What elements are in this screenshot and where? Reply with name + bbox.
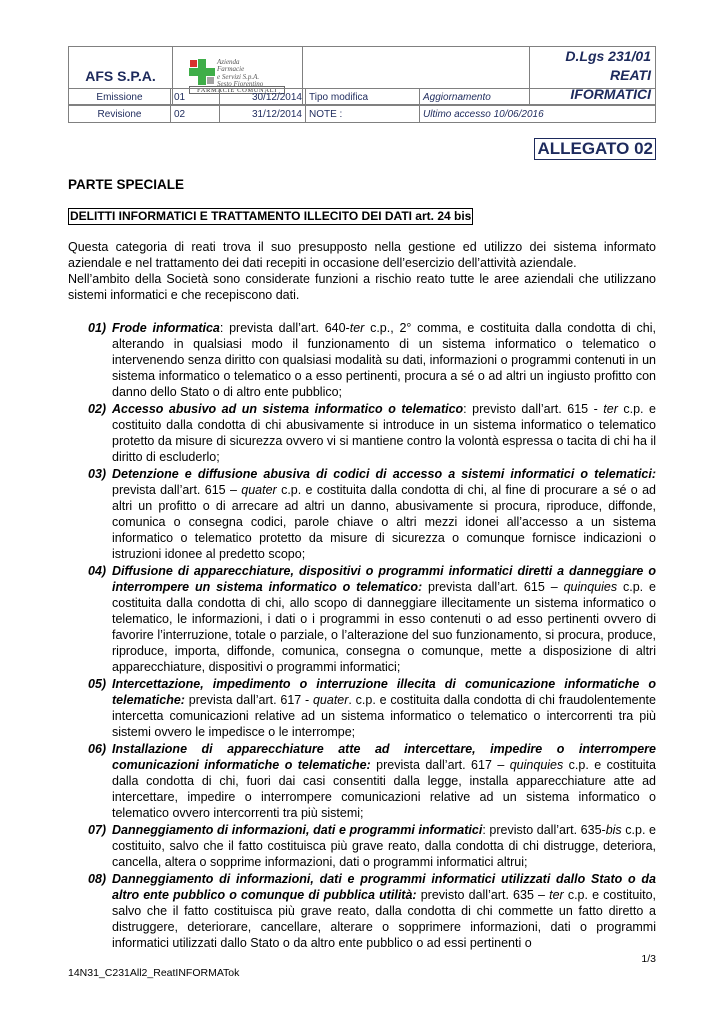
table-row: Revisione 02 31/12/2014 NOTE : Ultimo accesso 10/06/2016	[69, 106, 656, 123]
item-number: 04)	[88, 564, 107, 578]
item-text: prevista dall’art. 615 –	[112, 483, 242, 497]
item-label: Intercettazione, impedimento o interruzione illecita di comunicazione informatiche o telematiche:	[112, 677, 656, 707]
logo-band: FARMACIE COMUNALI	[189, 86, 285, 94]
intro-paragraph: Nell’ambito della Società sono considerate funzioni a rischio reato tutte le aree aziendali che utilizzano sistemi informatici e che recepiscono dati.	[68, 272, 656, 302]
title-line-2: REATI IFORMATICI	[570, 67, 651, 102]
list-item	[88, 822, 657, 870]
table-row: Emissione 01 30/12/2014 Tipo modifica Aggiornamento	[69, 89, 656, 106]
item-label: Frode informatica	[112, 321, 220, 335]
item-text-italic: quinquies	[563, 580, 618, 594]
item-text: prevista dall’art. 615 –	[422, 580, 564, 594]
item-text: prevista dall’art. 617 –	[370, 758, 510, 772]
item-text: c.p. e costituita dalla condotta di chi, allo scopo di danneggiare illecitamente un sistema informatico o telematico, le informazioni, i dati o i programmi in esso contenuti o ad esso pertinenti ovvero di favorire l’interruzione, totale o parziale, o l’alterazione del suo funzionamento, si procura, produce, riproduce, importa, diffonde, comunica, consegna o comunque, mette a disposizione di altri apparecchiature, dispositivi o programmi informatici;	[112, 580, 656, 674]
list-item	[88, 741, 656, 821]
section-title: PARTE SPECIALE	[68, 177, 185, 192]
item-number: 01)	[88, 321, 107, 335]
item-text: c.p. e costituito, salvo che il fatto costituisca più grave reato, dalla condotta di chi distrugge, deteriora, cancella, altera o sopprime informazioni, dati o programmi informatici altrui;	[112, 823, 657, 869]
item-label: Danneggiamento di informazioni, dati e programmi informatici utilizzati dallo Stato o da altro ente pubblico o comunque di pubblica utilità:	[112, 872, 656, 902]
title-line-1: D.Lgs 231/01	[565, 48, 651, 64]
revision-table	[68, 88, 656, 123]
item-text-italic: ter	[603, 402, 618, 416]
item-label: Installazione di apparecchiature atte ad intercettare, impedire o interrompere comunicazioni informatiche o telematiche:	[112, 742, 656, 772]
item-text: : previsto dall’art. 635-	[482, 823, 606, 837]
item-text-italic: quater	[241, 483, 277, 497]
list-item	[88, 401, 656, 465]
item-text-italic: quinquies	[509, 758, 564, 772]
item-text: prevista dall’art. 617 -	[184, 693, 313, 707]
item-text-italic: bis	[605, 823, 622, 837]
list-item	[88, 676, 656, 740]
item-label: Detenzione e diffusione abusiva di codici di accesso a sistemi informatici o telematici:	[112, 467, 656, 481]
item-text: c.p. e costituita dalla condotta di chi, al fine di procurare a sé o ad altri un profitto o di arrecare ad altri un danno, abusivamente si procura, riproduce, diffonde, comunica o consegna codici, parole chiave o altri mezzi idonei all’accesso a un sistema informatico o telematico protetto da misure di sicurezza o comunque fornisce indicazioni o istruzioni idonee al predetto scopo;	[112, 483, 657, 561]
item-text: : previsto dall’art. 615 -	[463, 402, 604, 416]
page-number: 1/3	[641, 953, 656, 965]
offence-list	[88, 320, 657, 952]
list-item	[88, 871, 656, 951]
logo-name-text: Azienda Farmacie e Servizi S.p.A. Sesto Fiorentino	[217, 57, 264, 88]
item-label: Accesso abusivo ad un sistema informatico o telematico	[112, 402, 464, 416]
item-text: . c.p. e costituita dalla condotta di chi fraudolentemente intercetta comunicazioni relative ad un sistema informatico o telematico o intercorrenti tra più sistemi ovvero le impedisce o le interrompe;	[112, 693, 656, 739]
list-item	[88, 320, 657, 400]
item-number: 06)	[88, 742, 107, 756]
item-text-italic: ter	[349, 321, 365, 335]
item-number: 05)	[88, 677, 107, 691]
item-text: : prevista dall’art. 640-	[219, 321, 350, 335]
item-label: Diffusione di apparecchiature, dispositivi o programmi informatici diretti a danneggiare o interrompere un sistema informatico o telematico:	[112, 564, 656, 594]
intro-text	[68, 239, 656, 303]
item-text-italic: ter	[549, 888, 564, 902]
item-label: Danneggiamento di informazioni, dati e programmi informatici	[112, 823, 483, 837]
intro-paragraph: Questa categoria di reati trova il suo presupposto nella gestione ed utilizzo dei sistema informato aziendale e nel trattamento dei dati recepiti in occasione dell’esercizio dell’attività aziendale.	[68, 240, 656, 270]
item-number: 07)	[88, 823, 107, 837]
allegato-label: ALLEGATO 02	[534, 138, 656, 160]
item-text: previsto dall’art. 635 –	[416, 888, 550, 902]
subsection-title: DELITTI INFORMATICI E TRATTAMENTO ILLECITO DEI DATI art. 24 bis	[70, 209, 472, 223]
document-code: 14N31_C231All2_ReatINFORMATok	[68, 967, 240, 979]
item-text: c.p., 2° comma, e costituita dalla condotta di chi, alterando in qualsiasi modo il funzionamento di un sistema informatico o telematico o intervenendo senza diritto con qualsiasi modalità su dati, informazioni o programmi contenuti in un sistema informatico o telematico o a esso pertinenti, procura a sé o ad altri un ingiusto profitto con danno dello Stato o di altro ente pubblico;	[112, 321, 657, 399]
item-text: c.p. e costituito, salvo che il fatto costituisca più grave reato, dalla condotta di chi commette un fatto diretto a distruggere, deteriorare, cancellare, alterare o sopprimere informazioni, dati o programmi informatici utilizzati dallo Stato o da altro ente pubblico o ad essi pertinenti o	[112, 888, 656, 950]
item-text: c.p. e costituito dalla condotta di chi abusivamente si introduce in un sistema informatico o telematico protetto da misure di sicurezza ovvero vi si mantiene contro la volontà espressa o tacita di chi ha il diritto di escluderlo;	[112, 402, 656, 464]
list-item	[88, 563, 656, 675]
item-text-italic: quater	[312, 693, 349, 707]
company-name: AFS S.P.A.	[69, 47, 173, 105]
item-number: 08)	[88, 872, 107, 886]
item-text: c.p. e costituita dalla condotta di chi, fuori dai casi consentiti dalla legge, installa apparecchiature atte ad intercettare, impedire o interrompere comunicazioni relative ad un sistema informatico o telematico ovvero intercorrenti tra più sistemi;	[112, 758, 656, 820]
list-item	[88, 466, 657, 562]
item-number: 03)	[88, 467, 107, 481]
pharmacy-cross-icon	[189, 59, 215, 85]
item-number: 02)	[88, 402, 107, 416]
